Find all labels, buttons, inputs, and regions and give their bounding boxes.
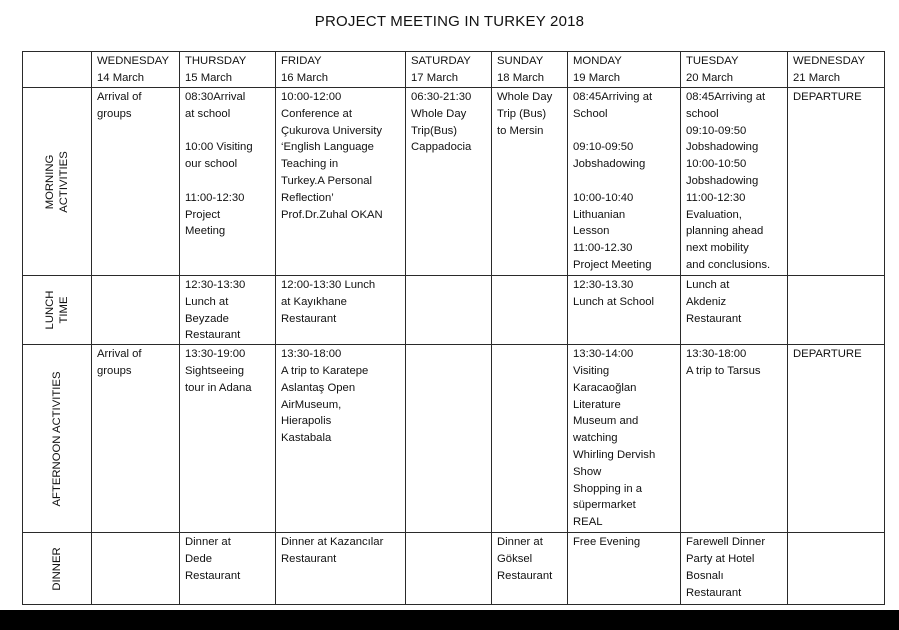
corner-cell	[23, 52, 92, 88]
cell-line: Project	[185, 208, 221, 221]
schedule-cell	[406, 345, 492, 533]
day-date: 21 March	[793, 71, 841, 84]
day-date: 14 March	[97, 71, 145, 84]
cell-line: REAL	[573, 516, 603, 529]
cell-line: Meeting	[185, 225, 226, 238]
schedule-cell	[92, 88, 180, 276]
cell-line: Arrival of	[97, 348, 142, 361]
day-header	[92, 52, 180, 88]
cell-line: Free Evening	[573, 536, 641, 549]
day-header	[568, 52, 681, 88]
departure-cell: DEPARTURE	[788, 88, 885, 276]
cell-line: Göksel	[497, 552, 533, 565]
cell-line: Dede	[185, 552, 213, 565]
cell-line: Trip (Bus)	[497, 107, 547, 120]
cell-line: Aslantaş Open	[281, 381, 356, 394]
cell-line: Lesson	[573, 225, 610, 238]
cell-line: Teaching in	[281, 158, 339, 171]
cell-line: Lunch at School	[573, 295, 655, 308]
cell-line: Museum and	[573, 415, 639, 428]
day-date: 15 March	[185, 71, 233, 84]
day-header	[492, 52, 568, 88]
cell-line: 10:00-12:00	[281, 91, 342, 103]
schedule-cell	[568, 276, 681, 345]
cell-line: to Mersin	[497, 124, 544, 137]
cell-line: Kastabala	[281, 432, 332, 445]
schedule-cell	[276, 276, 406, 345]
row-label-text: TIME	[58, 296, 70, 324]
cell-line: Restaurant	[281, 312, 337, 325]
cell-line: Restaurant	[281, 552, 337, 565]
cell-line: and conclusions.	[686, 258, 771, 271]
departure-cell: DEPARTURE	[788, 345, 885, 533]
cell-line: Beyzade	[185, 312, 229, 325]
cell-line: Arrival of	[97, 91, 142, 103]
cell-line: 11:00-12.30	[573, 242, 633, 255]
cell-line: 13:30-19:00	[185, 348, 246, 361]
cell-line: 12:00-13:30 Lunch	[281, 279, 376, 291]
cell-line: A trip to Tarsus	[686, 364, 761, 377]
cell-line: groups	[97, 364, 132, 377]
cell-line: Lithuanian	[573, 208, 626, 221]
morning-row	[23, 88, 885, 276]
cell-line	[185, 123, 271, 140]
cell-line: Akdeniz	[686, 295, 727, 308]
cell-line: Restaurant	[686, 312, 742, 325]
row-label-text: DINNER	[51, 547, 63, 591]
cell-line: 13:30-18:00	[686, 348, 747, 361]
cell-line: Dinner at Kazancılar	[281, 536, 384, 549]
day-name: MONDAY	[573, 55, 622, 67]
afternoon-row-label	[23, 345, 92, 533]
row-label-text: ACTIVITIES	[58, 150, 70, 213]
cell-line: tour in Adana	[185, 381, 252, 394]
cell-line: at Kayıkhane	[281, 295, 347, 308]
cell-line: 09:10-09:50	[686, 124, 747, 137]
schedule-cell	[492, 345, 568, 533]
schedule-cell	[180, 533, 276, 605]
schedule-table	[22, 51, 885, 605]
cell-line	[185, 173, 271, 190]
cell-line: Project Meeting	[573, 258, 652, 271]
cell-line: A trip to Karatepe	[281, 364, 369, 377]
cell-line	[573, 123, 676, 140]
schedule-cell	[180, 88, 276, 276]
cell-line: Cappadocia	[411, 141, 472, 154]
cell-line: Restaurant	[185, 329, 241, 342]
day-name: WEDNESDAY	[97, 55, 169, 67]
cell-line: Literature	[573, 398, 621, 411]
row-label-text: LUNCH	[44, 290, 56, 330]
schedule-cell	[92, 345, 180, 533]
cell-line: Restaurant	[686, 586, 742, 599]
row-label-text: AFTERNOON ACTIVITIES	[51, 371, 63, 507]
cell-line: Restaurant	[185, 569, 241, 582]
cell-line: Conference at	[281, 107, 352, 120]
cell-line: Prof.Dr.Zuhal OKAN	[281, 208, 383, 221]
cell-line: planning ahead	[686, 225, 764, 238]
cell-line: Jobshadowing	[573, 158, 646, 171]
cell-line: Jobshadowing	[686, 174, 759, 187]
cell-line: Çukurova University	[281, 124, 383, 137]
dinner-row-label	[23, 533, 92, 605]
schedule-cell	[92, 533, 180, 605]
day-date: 18 March	[497, 71, 545, 84]
day-name: THURSDAY	[185, 55, 247, 67]
cell-line: 08:45Arriving at	[686, 91, 766, 103]
schedule-cell	[406, 88, 492, 276]
lunch-row-label	[23, 276, 92, 345]
cell-line: 06:30-21:30	[411, 91, 472, 103]
cell-line: 10:00-10:50	[686, 158, 747, 171]
day-date: 19 March	[573, 71, 621, 84]
schedule-cell	[276, 345, 406, 533]
schedule-cell	[681, 88, 788, 276]
cell-line: Whole Day	[411, 107, 467, 120]
schedule-cell	[681, 276, 788, 345]
day-header	[180, 52, 276, 88]
afternoon-row	[23, 345, 885, 533]
schedule-cell	[788, 533, 885, 605]
cell-line: 10:00-10:40	[573, 191, 634, 204]
cell-line: groups	[97, 107, 132, 120]
cell-line: Karacaoğlan	[573, 381, 637, 394]
cell-line: our school	[185, 158, 238, 171]
day-name: TUESDAY	[686, 55, 739, 67]
schedule-cell	[568, 345, 681, 533]
cell-line: 11:00-12:30	[686, 191, 746, 204]
schedule-cell	[568, 88, 681, 276]
schedule-cell	[276, 533, 406, 605]
day-name: FRIDAY	[281, 55, 322, 67]
day-name: SATURDAY	[411, 55, 471, 67]
day-name: WEDNESDAY	[793, 55, 865, 67]
cell-line: 11:00-12:30	[185, 191, 245, 204]
cell-line: Lunch at	[686, 279, 730, 291]
schedule-cell	[681, 345, 788, 533]
cell-line: 12:30-13.30	[573, 279, 634, 291]
cell-line: watching	[573, 432, 618, 445]
cell-line: Restaurant	[497, 569, 553, 582]
cell-line: Whole Day	[497, 91, 553, 103]
cell-line: School	[573, 107, 608, 120]
cell-line: Visiting	[573, 364, 610, 377]
cell-line: Evaluation,	[686, 208, 742, 221]
cell-line: next mobility	[686, 242, 749, 255]
cell-line: Farewell Dinner	[686, 536, 766, 549]
cell-line: 10:00 Visiting	[185, 141, 253, 154]
cell-line: Dinner at	[497, 536, 543, 549]
schedule-cell	[492, 88, 568, 276]
cell-line: Bosnalı	[686, 569, 724, 582]
schedule-cell	[681, 533, 788, 605]
cell-line: ‘English Language	[281, 141, 374, 154]
day-date: 20 March	[686, 71, 734, 84]
cell-line: Dinner at	[185, 536, 231, 549]
schedule-cell	[492, 276, 568, 345]
day-header	[681, 52, 788, 88]
cell-line: 09:10-09:50	[573, 141, 634, 154]
schedule-cell	[568, 533, 681, 605]
cell-line: AirMuseum,	[281, 398, 342, 411]
cell-line: Shopping in a	[573, 482, 643, 495]
cell-line: 13:30-18:00	[281, 348, 342, 361]
schedule-cell	[406, 533, 492, 605]
cell-line: Turkey.A Personal	[281, 174, 373, 187]
cell-line: at school	[185, 107, 231, 120]
day-header	[788, 52, 885, 88]
cell-line: Reflection’	[281, 191, 334, 204]
schedule-cell	[180, 345, 276, 533]
cell-line: Jobshadowing	[686, 141, 759, 154]
schedule-cell	[492, 533, 568, 605]
cell-line: Sightseeing	[185, 364, 245, 377]
day-name: SUNDAY	[497, 55, 544, 67]
day-header	[276, 52, 406, 88]
lunch-row	[23, 276, 885, 345]
cell-line	[573, 173, 676, 190]
schedule-cell	[180, 276, 276, 345]
day-date: 17 March	[411, 71, 459, 84]
header-row	[23, 52, 885, 88]
cell-line: Show	[573, 465, 602, 478]
row-label-text: MORNING	[44, 154, 56, 209]
page-title: PROJECT MEETING IN TURKEY 2018	[314, 13, 585, 30]
schedule-cell	[276, 88, 406, 276]
morning-row-label	[23, 88, 92, 276]
cell-line: 08:45Arriving at	[573, 91, 653, 103]
day-date: 16 March	[281, 71, 329, 84]
schedule-cell	[788, 276, 885, 345]
bottom-black-bar	[0, 610, 899, 630]
cell-line: 12:30-13:30	[185, 279, 246, 291]
cell-line: school	[686, 107, 719, 120]
cell-line: süpermarket	[573, 499, 636, 512]
cell-line: Hierapolis	[281, 415, 332, 428]
cell-line: 13:30-14:00	[573, 348, 634, 361]
dinner-row	[23, 533, 885, 605]
cell-line: Party at Hotel	[686, 552, 755, 565]
cell-line: Whirling Dervish	[573, 448, 656, 461]
schedule-cell	[92, 276, 180, 345]
cell-line: Lunch at	[185, 295, 229, 308]
day-header	[406, 52, 492, 88]
cell-line: Trip(Bus)	[411, 124, 458, 137]
cell-line: 08:30Arrival	[185, 91, 246, 103]
schedule-cell	[406, 276, 492, 345]
